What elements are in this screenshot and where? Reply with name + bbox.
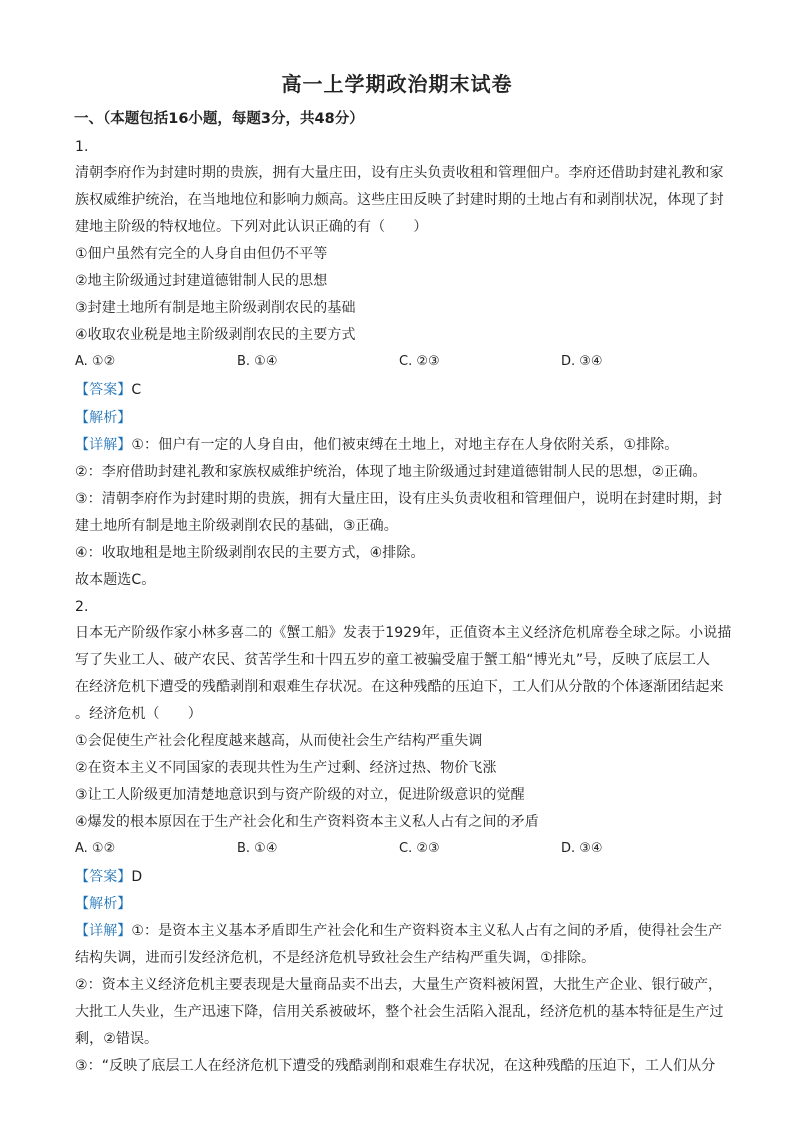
- question-1-number: 1.: [75, 139, 89, 155]
- question-1-detail-line: ②：李府借助封建礼教和家族权威维护统治，体现了地主阶级通过封建道德钳制人民的思想，②正确。: [75, 464, 707, 480]
- question-2-statement: ①会促使生产社会化程度越来越高，从而使社会生产结构严重失调: [75, 733, 483, 749]
- question-1-statement: ①佃户虽然有完全的人身自由但仍不平等: [75, 246, 328, 262]
- question-2-detail-line: 大批工人失业，生产迅速下降，信用关系被破坏，整个社会生活陷入混乱，经济危机的基本特征是生产过: [75, 1004, 724, 1020]
- question-2-statement: ③让工人阶级更加清楚地意识到与资产阶级的对立，促进阶级意识的觉醒: [75, 787, 525, 803]
- question-1-statement: ③封建土地所有制是地主阶级剥削农民的基础: [75, 300, 356, 316]
- question-2-detail-line: [75, 921, 725, 941]
- question-2-stem-line: 日本无产阶级作家小林多喜二的《蟹工船》发表于1929年，正值资本主义经济危机席卷全球之际。小说描: [75, 625, 732, 641]
- question-1-detail-line: 故本题选C。: [75, 572, 156, 588]
- question-1-statement: ②地主阶级通过封建道德钳制人民的思想: [75, 273, 328, 289]
- question-1-stem-line: 建地主阶级的特权地位。下列对此认识正确的有（ ）: [75, 219, 428, 235]
- page-title: 高一上学期政治期末试卷: [281, 72, 513, 96]
- answer-label: 【答案】: [75, 869, 132, 885]
- question-2-option-c: C. ②③: [399, 841, 440, 856]
- question-2-statement: ②在资本主义不同国家的表现共性为生产过剩、经济过热、物价飞涨: [75, 760, 497, 776]
- answer-value: C: [131, 382, 142, 398]
- question-2-stem-line: 在经济危机下遭受的残酷剥削和艰难生存状况。在这种残酷的压迫下，工人们从分散的个体逐渐团结起来: [75, 679, 724, 695]
- question-2-option-b: B. ①④: [237, 841, 278, 856]
- detail-text: ①：是资本主义基本矛盾即生产社会化和生产资料资本主义私人占有之间的矛盾，使得社会生产: [131, 923, 723, 939]
- question-1-option-c: C. ②③: [399, 354, 440, 369]
- question-1-answer: [75, 380, 725, 400]
- question-2-detail-line: 结构失调，进而引发经济危机，不是经济危机导致社会生产结构严重失调，①排除。: [75, 950, 596, 966]
- detail-text: ①：佃户有一定的人身自由，他们被束缚在土地上，对地主存在人身依附关系，①排除。: [131, 437, 679, 453]
- question-2-statement: ④爆发的根本原因在于生产社会化和生产资料资本主义私人占有之间的矛盾: [75, 814, 539, 830]
- analysis-label: 【解析】: [75, 410, 132, 426]
- question-1-option-a: A. ①②: [75, 354, 116, 369]
- question-1-statement: ④收取农业税是地主阶级剥削农民的主要方式: [75, 327, 356, 343]
- question-1-detail-line: [75, 435, 725, 455]
- question-1-option-b: B. ①④: [237, 354, 278, 369]
- answer-value: D: [131, 869, 143, 885]
- answer-label: 【答案】: [75, 382, 132, 398]
- section-header: 一、（本题包括16小题，每题3分，共48分）: [74, 111, 364, 127]
- analysis-label: 【解析】: [75, 896, 132, 912]
- question-2-analysis-label: [75, 894, 725, 914]
- question-1-detail-line: 建土地所有制是地主阶级剥削农民的基础，③正确。: [75, 518, 398, 534]
- question-1-option-d: D. ③④: [561, 354, 603, 369]
- question-2-detail-line: ③：“反映了底层工人在经济危机下遭受的残酷剥削和艰难生存状况，在这种残酷的压迫下，工人们从分: [75, 1058, 716, 1074]
- question-2-stem-line: 。经济危机（ ）: [75, 706, 202, 722]
- detail-label: 【详解】: [75, 923, 132, 939]
- question-1-analysis-label: [75, 408, 725, 428]
- question-2-answer: [75, 867, 725, 887]
- detail-label: 【详解】: [75, 437, 132, 453]
- question-2-detail-line: 剩，②错误。: [75, 1031, 159, 1047]
- question-2-number: 2.: [75, 599, 89, 615]
- question-2-option-d: D. ③④: [561, 841, 603, 856]
- question-1-stem-line: 族权威维护统治，在当地地位和影响力颇高。这些庄田反映了封建时期的土地占有和剥削状况，体现了封: [75, 192, 724, 208]
- question-2-detail-line: ②：资本主义经济危机主要表现是大量商品卖不出去，大量生产资料被闲置，大批生产企业、银行破产，: [75, 977, 723, 993]
- question-1-detail-line: ④：收取地租是地主阶级剥削农民的主要方式，④排除。: [75, 545, 425, 561]
- question-2-stem-line: 写了失业工人、破产农民、贫苦学生和十四五岁的童工被骗受雇于蟹工船“博光丸”号，反映了底层工人: [75, 652, 711, 668]
- question-1-stem-line: 清朝李府作为封建时期的贵族，拥有大量庄田，设有庄头负责收租和管理佃户。李府还借助封建礼教和家: [75, 165, 724, 181]
- question-1-detail-line: ③：清朝李府作为封建时期的贵族，拥有大量庄田，设有庄头负责收租和管理佃户，说明在封建时期，封: [75, 491, 723, 507]
- question-2-option-a: A. ①②: [75, 841, 116, 856]
